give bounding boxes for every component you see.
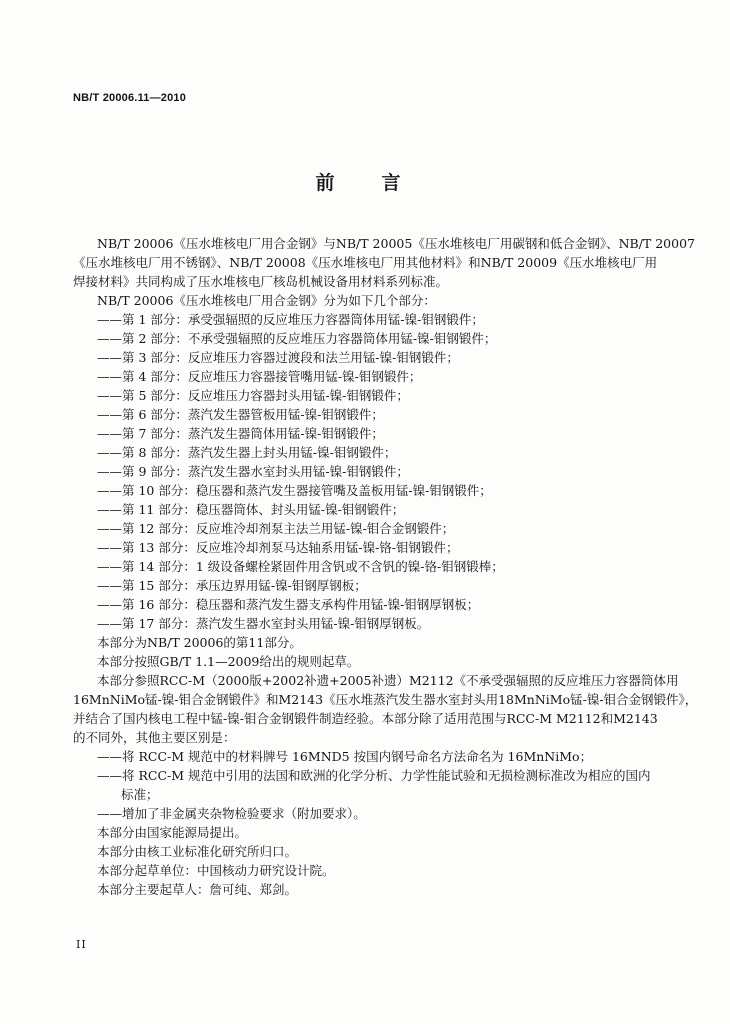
list-item: ——将 RCC-M 规范中的材料牌号 16MND5 按国内钢号命名方法命名为 16MnNiMo； — [97, 749, 593, 764]
text-line: 焊接材料》共同构成了压水堆核电厂核岛机械设备用材料系列标准。 — [73, 274, 449, 289]
list-item: ——第 11 部分：稳压器筒体、封头用锰-镍-钼钢锻件； — [97, 502, 405, 517]
differences-list — [73, 747, 673, 823]
list-item: ——第 9 部分：蒸汽发生器水室封头用锰-镍-钼钢锻件； — [97, 464, 409, 479]
this-part-statement: 本部分为NB/T 20006的第11部分。 — [97, 635, 302, 650]
list-item: ——第 1 部分：承受强辐照的反应堆压力容器筒体用锰-镍-钼钢锻件； — [97, 312, 484, 327]
list-item: ——第 16 部分：稳压器和蒸汽发生器支承构件用锰-镍-钼钢厚钢板； — [97, 597, 480, 612]
reference-paragraph — [73, 671, 698, 747]
parts-list — [73, 310, 673, 633]
text-line: 《压水堆核电厂用不锈钢》、NB/T 20008《压水堆核电厂用其他材料》和NB/T 20009《压水堆核电厂用 — [73, 255, 658, 270]
managed-by-statement: 本部分由核工业标准化研究所归口。 — [97, 844, 298, 859]
drafting-unit-statement: 本部分起草单位：中国核动力研究设计院。 — [97, 863, 335, 878]
text-line: 本部分参照RCC-M（2000版+2002补遗+2005补遗）M2112《不承受强辐照的反应堆压力容器筒体用 — [97, 673, 679, 688]
intro-paragraph — [73, 234, 695, 291]
list-item: ——第 10 部分：稳压器和蒸汽发生器接管嘴及盖板用锰-镍-钼钢锻件； — [97, 483, 492, 498]
list-item: ——第 14 部分：1 级设备螺栓紧固件用含钒或不含钒的镍-铬-钼钢锻棒； — [97, 559, 504, 574]
list-item: ——第 17 部分：蒸汽发生器水室封头用锰-镍-钼钢厚钢板。 — [97, 616, 430, 631]
list-item: ——第 13 部分：反应堆冷却剂泵马达轴系用锰-镍-铬-钼钢锻件； — [97, 540, 459, 555]
list-item: ——第 2 部分：不承受强辐照的反应堆压力容器筒体用锰-镍-钼钢锻件； — [97, 331, 497, 346]
list-item: ——增加了非金属夹杂物检验要求（附加要求）。 — [97, 806, 366, 821]
list-item: ——第 4 部分：反应堆压力容器接管嘴用锰-镍-钼钢锻件； — [97, 369, 422, 384]
drafters-statement: 本部分主要起草人：詹可纯、郑剑。 — [97, 882, 298, 897]
text-line: 的不同外，其他主要区别是： — [73, 730, 236, 745]
page-number: II — [76, 938, 87, 951]
text-line: 16MnNiMo锰-镍-钼合金钢锻件》和M2143《压水堆蒸汽发生器水室封头用18MnNiMo锰-镍-钼合金钢锻件》， — [73, 692, 698, 707]
proposed-by-statement: 本部分由国家能源局提出。 — [97, 825, 248, 840]
text-line: 并结合了国内核电工程中锰-镍-钼合金钢锻件制造经验。本部分除了适用范围与RCC-M M2112和M2143 — [73, 711, 658, 726]
list-item: ——第 12 部分：反应堆冷却剂泵主法兰用锰-镍-钼合金钢锻件； — [97, 521, 455, 536]
list-item: ——第 3 部分：反应堆压力容器过渡段和法兰用锰-镍-钼钢锻件； — [97, 350, 459, 365]
list-item: ——第 15 部分：承压边界用锰-镍-钼钢厚钢板； — [97, 578, 367, 593]
foreword-body — [73, 234, 698, 899]
standard-code-header: NB/T 20006.11—2010 — [73, 92, 187, 104]
parts-heading: NB/T 20006《压水堆核电厂用合金钢》分为如下几个部分： — [97, 293, 436, 308]
list-item: ——第 8 部分：蒸汽发生器上封头用锰-镍-钼钢锻件； — [97, 445, 397, 460]
list-item: ——第 7 部分：蒸汽发生器筒体用锰-镍-钼钢锻件； — [97, 426, 384, 441]
list-item: ——第 6 部分：蒸汽发生器管板用锰-镍-钼钢锻件； — [97, 407, 384, 422]
page-title: 前 言 — [315, 172, 415, 194]
list-item: ——将 RCC-M 规范中引用的法国和欧洲的化学分析、力学性能试验和无损检测标准改为相应的国内 — [97, 768, 651, 783]
drafting-rule-statement: 本部分按照GB/T 1.1—2009给出的规则起草。 — [97, 654, 360, 669]
text-line: NB/T 20006《压水堆核电厂用合金钢》与NB/T 20005《压水堆核电厂用碳钢和低合金钢》、NB/T 20007 — [97, 236, 695, 251]
list-item: ——第 5 部分：反应堆压力容器封头用锰-镍-钼钢锻件； — [97, 388, 409, 403]
list-item-continuation: 标准； — [121, 787, 159, 802]
